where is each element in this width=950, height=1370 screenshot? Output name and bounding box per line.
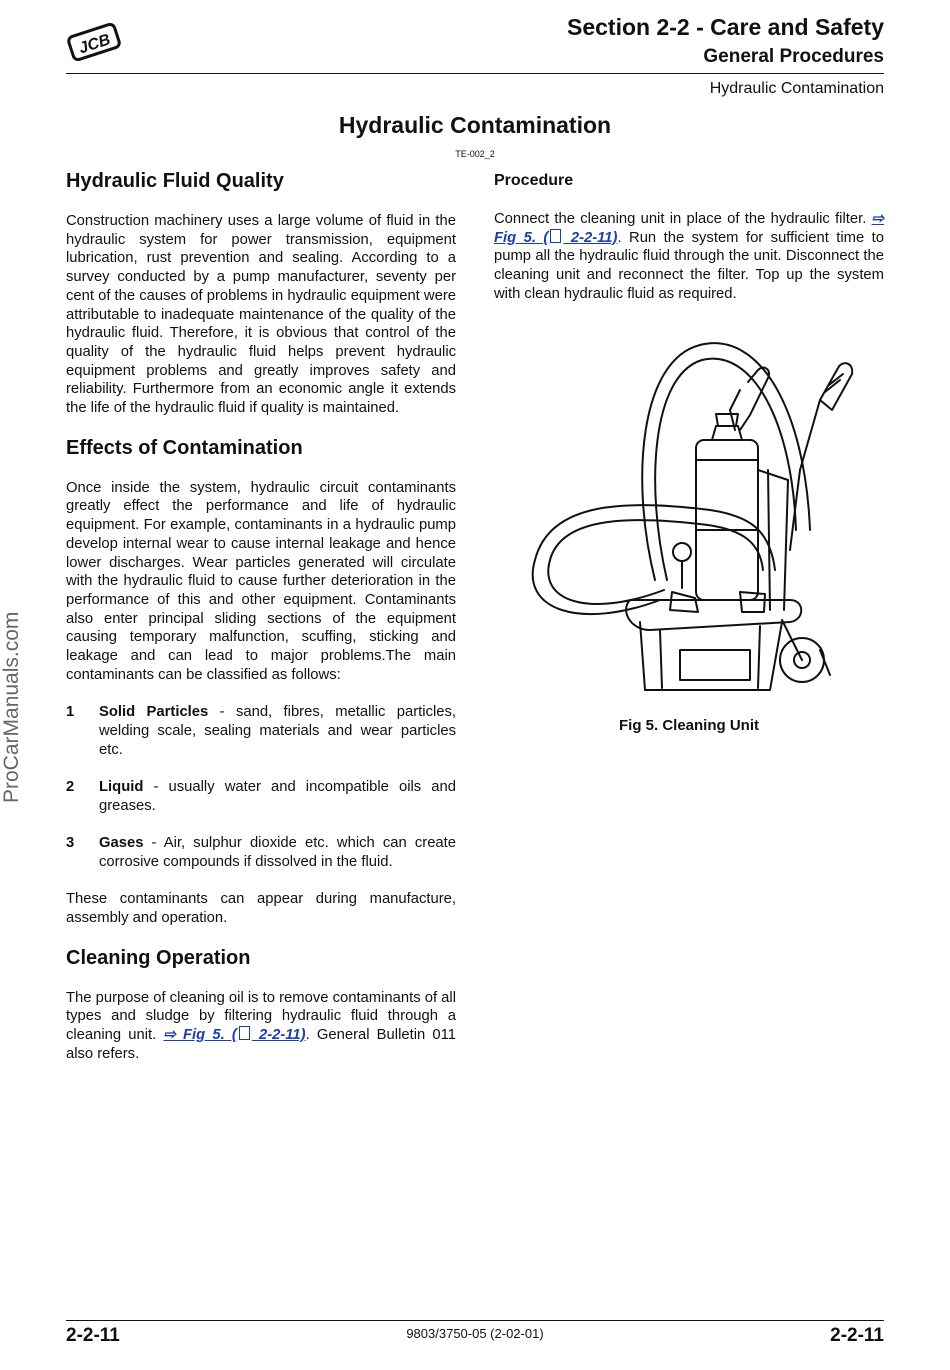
- list-desc: - sand, fibres, metallic particles, welding scale, sealing materials and wear particles etc.: [99, 704, 456, 758]
- heading-fluid-quality: Hydraulic Fluid Quality: [66, 170, 284, 192]
- paragraph-procedure: [494, 210, 884, 304]
- page-number-left: 2-2-11: [66, 1325, 120, 1346]
- list-desc: - Air, sulphur dioxide etc. which can create corrosive compounds if dissolved in the fluid.: [99, 835, 456, 870]
- heading-procedure: Procedure: [494, 172, 574, 189]
- page-number-right: 2-2-11: [830, 1325, 884, 1346]
- heading-cleaning: Cleaning Operation: [66, 946, 251, 969]
- fig5-link[interactable]: [163, 1027, 305, 1043]
- list-term: Gases: [99, 835, 144, 852]
- procedure-text-after: . Run the system for sufficient time to pump all the hydraulic fluid through the unit. Disconnect the cleaning unit and reconnect the filter. Top up the system with clean hydraulic fluid as required.: [494, 229, 885, 302]
- cleaning-unit-illustration: [520, 330, 860, 710]
- subsection-title: General Procedures: [703, 46, 884, 67]
- section-title: Section 2-2 - Care and Safety: [567, 14, 884, 40]
- list-term: Solid Particles: [99, 704, 209, 721]
- list-item: [66, 834, 456, 871]
- arrow-icon: ⇨: [871, 211, 884, 227]
- cleaning-text-before: The purpose of cleaning oil is to remove contaminants of all types and sludge by filtering hydraulic fluid through a cleaning unit.: [66, 989, 456, 1043]
- jcb-logo: [66, 18, 122, 66]
- right-column: [494, 170, 884, 304]
- xref-page: 2-2-11): [570, 229, 618, 246]
- header-divider: [66, 73, 884, 74]
- topic-label: Hydraulic Contamination: [709, 80, 884, 97]
- list-item: [66, 778, 456, 815]
- procedure-text-before: Connect the cleaning unit in place of the hydraulic filter.: [494, 211, 872, 227]
- list-number: 1: [66, 704, 75, 721]
- list-desc: - usually water and incompatible oils and greases.: [99, 778, 456, 814]
- cleaning-text-after: . General Bulletin 011 also refers.: [66, 1026, 456, 1062]
- list-item: [66, 703, 456, 759]
- paragraph-closing: These contaminants can appear during manufacture, assembly and operation.: [66, 891, 456, 926]
- svg-text:JCB: JCB: [76, 31, 113, 58]
- figure-caption: Fig 5. Cleaning Unit: [618, 717, 759, 734]
- arrow-icon: ⇨: [163, 1026, 176, 1043]
- list-term: Liquid: [99, 778, 144, 795]
- left-column: [66, 170, 456, 1063]
- watermark: [0, 585, 24, 805]
- xref-page: 2-2-11): [258, 1026, 306, 1043]
- page-icon: [239, 1026, 250, 1040]
- page-icon: [550, 229, 561, 243]
- paragraph-fluid-quality: Construction machinery uses a large volume of fluid in the hydraulic system for power transmission, equipment lubrication, rust prevention and sealing. According to a survey conducted by a pump manufacturer, seventy per cent of the causes of problems in hydraulic equipment were attributable to inadequate maintenance of the quality of the hydraulic fluid. Therefore, it is obvious that control of the quality of the hydraulic fluid helps prevent hydraulic equipment problems and greatly improves safety and reliability. Furthermore from an economic angle it extends the life of the hydraulic fluid if quality is maintained.: [66, 213, 456, 417]
- contaminant-list: [66, 703, 456, 871]
- paragraph-cleaning: [66, 989, 456, 1064]
- heading-effects: Effects of Contamination: [66, 436, 303, 459]
- list-number: 2: [66, 778, 75, 795]
- footer-divider: [66, 1320, 884, 1321]
- list-number: 3: [66, 835, 75, 852]
- document-number: 9803/3750-05 (2-02-01): [406, 1326, 544, 1341]
- xref-label: Fig 5. (: [183, 1026, 237, 1043]
- watermark-text: ProCarManuals.com: [0, 611, 23, 803]
- xref-label: Fig 5. (: [494, 229, 549, 246]
- page-title: Hydraulic Contamination: [338, 112, 612, 138]
- paragraph-effects: Once inside the system, hydraulic circuit contaminants greatly effect the performance and life of hydraulic equipment. For example, contaminants in a hydraulic pump develop internal wear to cause internal leakage and hence lower discharges. Wear particles generated will circulate with the hydraulic fluid to cause further deterioration in the performance of this and other equipment. Contaminants also enter principal sliding sections of the equipment causing temporary malfunction, scuffing, sticking and leakage and can lead to major problems.The main contaminants can be classified as follows:: [66, 479, 456, 683]
- document-code: TE-002_2: [455, 149, 495, 159]
